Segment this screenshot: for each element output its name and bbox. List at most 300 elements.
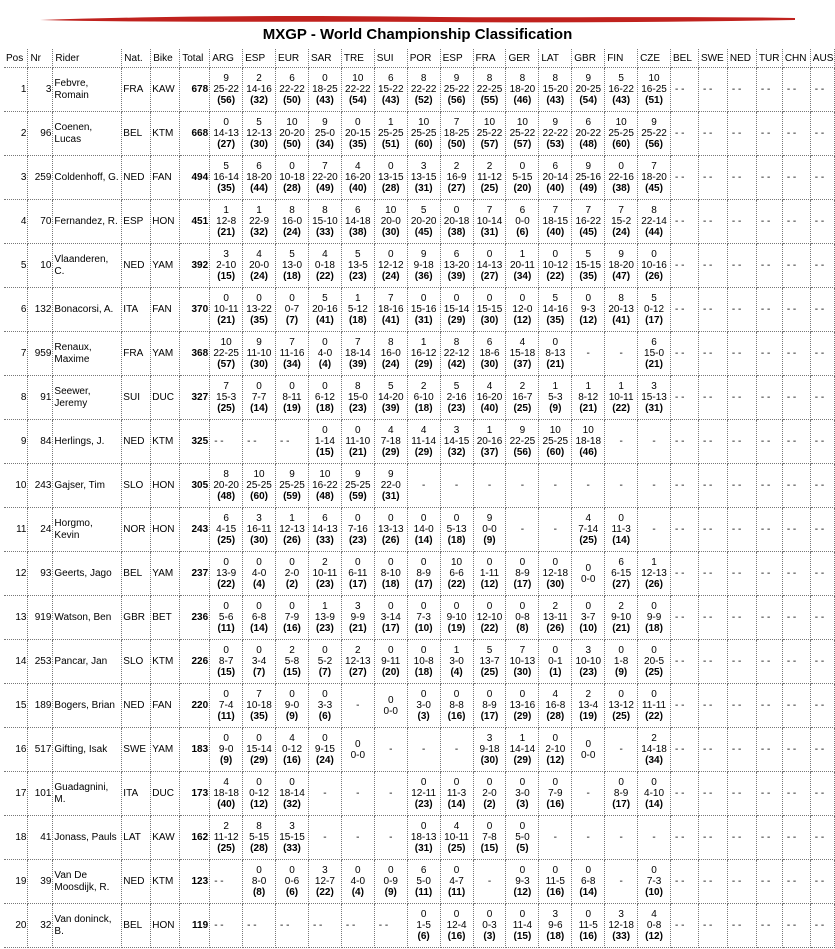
race-total: (38) <box>348 227 367 238</box>
race-total: (26) <box>546 623 565 634</box>
race-result-cell <box>473 244 506 288</box>
race-no-result-cell: - <box>605 728 638 772</box>
race-bonus: 1 <box>289 513 295 524</box>
race-empty-cell: - - <box>810 200 834 244</box>
race-heat-points: 22-25 <box>213 348 239 359</box>
race-result-cell <box>243 464 276 508</box>
race-bonus: 0 <box>256 557 262 568</box>
race-result-cell <box>473 420 506 464</box>
total-cell: 243 <box>180 508 210 552</box>
race-heat-points: 14-13 <box>213 128 239 139</box>
race-no-result-cell: - <box>572 772 605 816</box>
race-bonus: 8 <box>651 205 657 216</box>
race-total: (22) <box>645 711 663 722</box>
race-result-cell <box>308 860 341 904</box>
column-header: AUS <box>810 49 834 68</box>
race-result-cell <box>210 332 243 376</box>
race-bonus: 10 <box>549 425 561 436</box>
race-heat-points: 5-12 <box>347 304 368 315</box>
race-bonus: 7 <box>256 689 262 700</box>
race-total: (17) <box>612 799 631 810</box>
race-empty-cell: - - <box>698 376 727 420</box>
race-empty-cell: - - <box>810 332 834 376</box>
bike-cell: FAN <box>151 684 180 728</box>
race-empty-cell: - - <box>782 772 810 816</box>
race-heat-points: 13-9 <box>216 568 237 579</box>
race-bonus: 8 <box>387 337 394 348</box>
race-total: (37) <box>513 359 532 370</box>
race-result-cell <box>407 684 440 728</box>
race-result-cell <box>638 684 671 728</box>
race-bonus: 7 <box>453 117 460 128</box>
race-result-cell <box>506 156 539 200</box>
race-total: (2) <box>285 579 299 590</box>
race-empty-cell: - - <box>782 68 810 112</box>
race-total: (48) <box>217 491 236 502</box>
race-result-cell <box>506 376 539 420</box>
race-heat-points: 6-15 <box>611 568 632 579</box>
bike-cell: YAM <box>151 332 180 376</box>
race-result-cell <box>308 288 341 332</box>
race-total: (44) <box>645 227 663 238</box>
race-total: (5) <box>516 843 529 854</box>
race-heat-points: 7-4 <box>218 700 234 711</box>
race-total: (23) <box>348 271 367 282</box>
race-result-cell <box>572 596 605 640</box>
race-bonus: 0 <box>585 738 591 750</box>
race-result-cell <box>572 640 605 684</box>
race-result-cell <box>473 640 506 684</box>
race-heat-points: 16-9 <box>446 172 467 183</box>
race-bonus: 0 <box>486 293 493 304</box>
race-result-cell <box>473 552 506 596</box>
race-bonus: 8 <box>256 821 262 832</box>
race-heat-points: 0-0 <box>482 524 497 535</box>
race-result-cell <box>638 112 671 156</box>
race-empty-cell: - - <box>782 640 810 684</box>
race-heat-points: 0-9 <box>383 876 398 887</box>
position-cell: 12 <box>4 552 28 596</box>
race-result-cell <box>210 596 243 640</box>
race-total: (23) <box>447 403 466 414</box>
race-heat-points: 22-12 <box>443 348 470 359</box>
nationality-cell: NED <box>122 860 151 904</box>
race-total: (29) <box>250 755 268 766</box>
race-bonus: 10 <box>253 469 265 480</box>
race-empty-cell: - - <box>698 420 727 464</box>
race-bonus: 8 <box>618 293 624 304</box>
race-heat-points: 6-8 <box>251 612 267 623</box>
race-total: (29) <box>414 359 433 370</box>
race-result-cell <box>341 68 374 112</box>
race-heat-points: 12-0 <box>512 304 533 315</box>
race-no-result-cell: - <box>374 816 407 860</box>
race-empty-cell: - - <box>756 816 782 860</box>
race-heat-points: 2-0 <box>284 568 300 579</box>
race-no-result-cell: - <box>539 508 572 552</box>
race-empty-cell: - - <box>727 816 756 860</box>
race-heat-points: 12-13 <box>345 656 371 667</box>
rider-cell: Watson, Ben <box>53 596 122 640</box>
race-bonus: 2 <box>223 821 229 832</box>
race-empty-cell: - - <box>671 464 699 508</box>
race-heat-points: 12-18 <box>608 920 634 931</box>
race-total: (6) <box>417 931 430 942</box>
race-total: (14) <box>414 535 433 546</box>
race-total: (23) <box>348 403 367 414</box>
race-heat-points: 25-25 <box>246 480 272 491</box>
race-result-cell <box>210 68 243 112</box>
race-heat-points: 11-14 <box>411 436 437 447</box>
rider-cell: Pancar, Jan <box>53 640 122 684</box>
race-empty-cell: - - <box>756 420 782 464</box>
race-total: (18) <box>316 403 334 414</box>
race-result-cell <box>638 244 671 288</box>
race-total: (30) <box>250 359 268 370</box>
race-heat-points: 12-4 <box>446 920 467 931</box>
race-empty-cell: - - <box>782 684 810 728</box>
race-total: (15) <box>283 667 301 678</box>
race-total: (18) <box>283 271 301 282</box>
race-total: (15) <box>316 447 334 458</box>
race-heat-points: 13-12 <box>608 700 634 711</box>
race-result-cell <box>638 156 671 200</box>
race-bonus: 0 <box>618 161 624 172</box>
race-result-cell <box>572 508 605 552</box>
race-result-cell <box>210 288 243 332</box>
race-bonus: 0 <box>256 777 262 788</box>
race-empty-cell: - - <box>671 816 699 860</box>
race-total: (4) <box>252 579 266 590</box>
race-total: (12) <box>513 887 532 898</box>
race-heat-points: 20-18 <box>443 216 470 227</box>
race-bonus: 10 <box>286 117 298 128</box>
race-empty-cell: - - <box>727 420 756 464</box>
race-empty-cell: - - <box>698 552 727 596</box>
race-total: (29) <box>513 711 532 722</box>
race-heat-points: 13-15 <box>377 172 404 183</box>
race-result-cell <box>407 376 440 420</box>
race-bonus: 0 <box>585 909 591 920</box>
column-header: POR <box>407 49 440 68</box>
race-heat-points: 0-0 <box>581 573 596 585</box>
race-bonus: 0 <box>453 865 460 876</box>
race-result-cell <box>440 596 473 640</box>
race-result-cell <box>308 376 341 420</box>
race-bonus: 6 <box>519 205 526 216</box>
race-total: (43) <box>381 95 400 106</box>
race-empty-cell: - - <box>727 332 756 376</box>
race-heat-points: 6-6 <box>449 568 464 579</box>
race-heat-points: 14-15 <box>443 436 470 447</box>
race-bonus: 7 <box>618 205 624 216</box>
race-empty-cell: - - <box>698 640 727 684</box>
race-bonus: 0 <box>387 645 394 656</box>
race-empty-cell: - - <box>810 288 834 332</box>
race-total: (40) <box>348 183 367 194</box>
race-heat-points: 8-9 <box>416 568 431 579</box>
race-result-cell <box>374 332 407 376</box>
table-row <box>4 244 835 288</box>
race-total: (32) <box>447 447 466 458</box>
race-result-cell <box>210 200 243 244</box>
race-heat-points: 20-0 <box>380 216 401 227</box>
nationality-cell: SWE <box>122 728 151 772</box>
column-header: Rider <box>53 49 122 68</box>
table-row <box>4 640 835 684</box>
race-no-result-cell: - <box>506 464 539 508</box>
bike-cell: FAN <box>151 156 180 200</box>
race-no-result-cell: - <box>341 684 374 728</box>
race-heat-points: 9-18 <box>413 260 434 271</box>
race-result-cell <box>243 244 276 288</box>
race-total: (26) <box>283 535 301 546</box>
race-bonus: 5 <box>585 249 591 260</box>
number-cell: 84 <box>28 420 53 464</box>
rider-cell: Bogers, Brian <box>53 684 122 728</box>
race-total: (24) <box>283 227 301 238</box>
race-no-result-cell: - <box>572 464 605 508</box>
bike-cell: DUC <box>151 772 180 816</box>
race-result-cell <box>440 772 473 816</box>
race-empty-cell: - - <box>756 244 782 288</box>
race-total: (30) <box>250 535 268 546</box>
rider-cell: Vlaanderen, C. <box>53 244 122 288</box>
race-empty-cell: - - <box>727 156 756 200</box>
race-heat-points: 14-18 <box>345 216 371 227</box>
rider-cell: Seewer, Jeremy <box>53 376 122 420</box>
race-result-cell <box>506 772 539 816</box>
brush-stroke-decoration <box>40 14 795 24</box>
race-bonus: 2 <box>355 645 361 656</box>
race-result-cell <box>243 684 276 728</box>
race-result-cell <box>572 156 605 200</box>
race-total: (30) <box>546 579 565 590</box>
race-total: (23) <box>316 623 334 634</box>
race-result-cell <box>539 728 572 772</box>
race-total: (28) <box>283 183 301 194</box>
race-result-cell <box>440 156 473 200</box>
race-empty-cell: - - <box>756 552 782 596</box>
race-bonus: 4 <box>486 381 493 392</box>
race-heat-points: 13-9 <box>314 612 335 623</box>
race-empty-cell: - - <box>782 156 810 200</box>
race-result-cell <box>473 508 506 552</box>
total-cell: 119 <box>180 904 210 948</box>
race-result-cell <box>539 68 572 112</box>
race-total: (11) <box>217 711 235 722</box>
race-heat-points: 11-3 <box>611 524 631 535</box>
race-total: (35) <box>579 271 598 282</box>
race-heat-points: 22-22 <box>345 84 371 95</box>
race-total: (40) <box>480 403 499 414</box>
race-total: (15) <box>480 843 499 854</box>
race-empty-cell: - - <box>756 728 782 772</box>
race-heat-points: 15-15 <box>279 832 305 843</box>
race-total: (34) <box>316 139 334 150</box>
race-heat-points: 7-14 <box>578 524 599 535</box>
race-total: (54) <box>579 95 598 106</box>
bike-cell: KTM <box>151 420 180 464</box>
race-heat-points: 7-7 <box>251 392 267 403</box>
race-result-cell <box>440 332 473 376</box>
race-empty-cell: - - <box>698 156 727 200</box>
race-bonus: 0 <box>322 381 328 392</box>
race-heat-points: 22-9 <box>249 216 270 227</box>
race-bonus: 5 <box>355 249 361 260</box>
column-header: EUR <box>276 49 309 68</box>
race-no-result-cell: - <box>473 464 506 508</box>
race-heat-points: 7-9 <box>548 788 563 799</box>
race-result-cell <box>308 112 341 156</box>
race-result-cell <box>243 552 276 596</box>
race-total: (19) <box>579 711 598 722</box>
race-result-cell <box>572 112 605 156</box>
race-heat-points: 13-0 <box>281 260 302 271</box>
race-bonus: 0 <box>223 293 229 304</box>
race-result-cell <box>440 904 473 948</box>
race-heat-points: 8-9 <box>613 788 629 799</box>
race-result-cell <box>473 156 506 200</box>
race-total: (11) <box>217 623 235 634</box>
race-bonus: 0 <box>486 777 493 788</box>
race-heat-points: 5-8 <box>284 656 300 667</box>
race-result-cell <box>638 728 671 772</box>
race-total: (25) <box>480 667 499 678</box>
race-heat-points: 12-7 <box>314 876 335 887</box>
table-row <box>4 728 835 772</box>
race-heat-points: 22-16 <box>608 172 634 183</box>
race-bonus: 0 <box>420 293 427 304</box>
race-bonus: 9 <box>223 73 229 84</box>
race-bonus: 9 <box>387 469 394 480</box>
page-title: MXGP - World Championship Classification <box>262 26 573 43</box>
race-result-cell <box>341 860 374 904</box>
race-result-cell <box>407 420 440 464</box>
race-result-cell <box>276 112 309 156</box>
race-bonus: 0 <box>453 777 460 788</box>
rider-cell: Herlings, J. <box>53 420 122 464</box>
race-bonus: 9 <box>322 117 328 128</box>
race-no-result-cell: - <box>473 860 506 904</box>
race-bonus: 2 <box>651 733 657 744</box>
race-heat-points: 5-6 <box>218 612 234 623</box>
race-heat-points: 11-16 <box>279 348 305 359</box>
race-result-cell <box>243 376 276 420</box>
race-empty-cell: - - <box>810 464 834 508</box>
race-total: (29) <box>381 447 400 458</box>
race-heat-points: 8-12 <box>578 392 599 403</box>
race-heat-points: 20-20 <box>213 480 239 491</box>
table-row <box>4 508 835 552</box>
number-cell: 24 <box>28 508 53 552</box>
race-bonus: 0 <box>256 645 262 656</box>
total-cell: 668 <box>180 112 210 156</box>
race-heat-points: 16-22 <box>575 216 602 227</box>
race-heat-points: 0-8 <box>646 920 662 931</box>
race-empty-cell: - - <box>727 552 756 596</box>
race-heat-points: 13-4 <box>578 700 599 711</box>
race-heat-points: 3-14 <box>380 612 401 623</box>
race-empty-cell: - - <box>671 68 699 112</box>
race-total: (43) <box>546 95 565 106</box>
race-bonus: 0 <box>355 738 361 750</box>
race-total: (30) <box>250 139 268 150</box>
race-total: (56) <box>645 139 663 150</box>
race-bonus: 5 <box>289 249 295 260</box>
race-heat-points: 9-9 <box>646 612 662 623</box>
race-empty-cell: - - <box>810 640 834 684</box>
race-total: (37) <box>480 447 499 458</box>
race-result-cell <box>572 376 605 420</box>
race-bonus: 7 <box>355 337 361 348</box>
race-result-cell <box>276 464 309 508</box>
race-heat-points: 8-10 <box>380 568 401 579</box>
race-heat-points: 25-22 <box>213 84 239 95</box>
race-total: (54) <box>348 95 367 106</box>
race-bonus: 9 <box>355 469 361 480</box>
race-heat-points: 9-3 <box>515 876 530 887</box>
race-result-cell <box>638 904 671 948</box>
race-result-cell <box>572 68 605 112</box>
race-result-cell <box>638 200 671 244</box>
number-cell: 253 <box>28 640 53 684</box>
race-result-cell <box>374 596 407 640</box>
race-total: (4) <box>318 359 332 370</box>
race-heat-points: 11-3 <box>446 788 467 799</box>
race-no-result-cell: - <box>638 420 671 464</box>
race-no-result-cell: - <box>506 508 539 552</box>
race-heat-points: 15-13 <box>641 392 667 403</box>
race-empty-cell: - - <box>782 288 810 332</box>
race-bonus: 8 <box>519 73 526 84</box>
race-result-cell <box>243 640 276 684</box>
race-bonus: 1 <box>453 645 460 656</box>
race-empty-cell: - - <box>698 244 727 288</box>
race-result-cell <box>572 552 605 596</box>
race-result-cell <box>473 332 506 376</box>
race-total: (28) <box>381 183 400 194</box>
table-row <box>4 684 835 728</box>
race-bonus: 0 <box>585 562 591 574</box>
race-bonus: 1 <box>519 249 526 260</box>
race-result-cell <box>605 508 638 552</box>
race-heat-points: 0-12 <box>644 304 665 315</box>
nationality-cell: ESP <box>122 200 151 244</box>
race-result-cell <box>605 244 638 288</box>
race-result-cell <box>341 508 374 552</box>
race-result-cell <box>605 640 638 684</box>
race-result-cell <box>440 68 473 112</box>
race-no-result-cell: - <box>374 772 407 816</box>
race-result-cell <box>308 508 341 552</box>
race-bonus: 4 <box>651 909 657 920</box>
race-heat-points: 18-14 <box>279 788 305 799</box>
race-heat-points: 1-14 <box>314 436 335 447</box>
race-total: (46) <box>513 95 532 106</box>
position-cell: 7 <box>4 332 28 376</box>
race-total: (9) <box>285 711 299 722</box>
race-bonus: 6 <box>420 865 427 876</box>
race-heat-points: 0-0 <box>581 749 596 761</box>
race-heat-points: 9-18 <box>479 744 500 755</box>
race-empty-cell: - - <box>782 332 810 376</box>
race-bonus: 0 <box>289 777 295 788</box>
race-heat-points: 0-0 <box>383 705 398 717</box>
race-total: (9) <box>483 535 496 546</box>
race-result-cell <box>506 112 539 156</box>
race-total: (26) <box>381 535 400 546</box>
